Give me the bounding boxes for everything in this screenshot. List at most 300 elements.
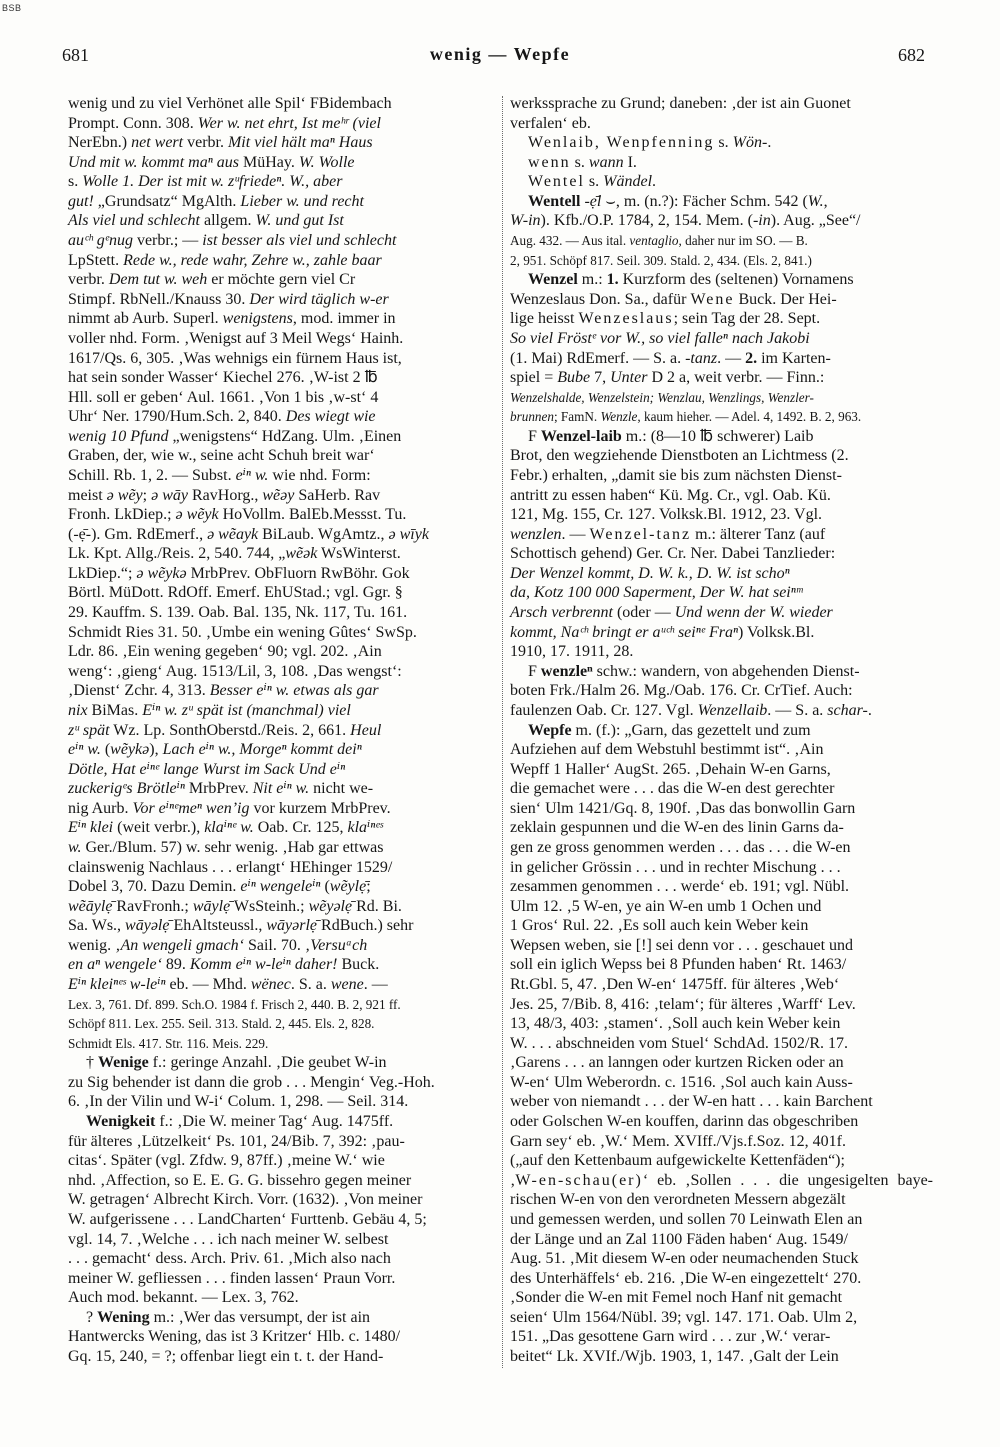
italic-run: Eⁱⁿ kleiⁿᵉˢ w-leⁱⁿ: [68, 976, 166, 994]
text-run: s.: [570, 153, 589, 171]
text-run: m.: älterer Tanz (auf: [691, 525, 826, 543]
text-line: [68, 1308, 496, 1328]
text-line: [68, 407, 496, 427]
line-content: [510, 565, 790, 582]
text-run: ,: [823, 192, 828, 210]
italic-run: zuckerigᵉs Brötleⁱⁿ: [68, 780, 185, 798]
line-content: zeklain gespunnen und die W-en des linin Garns da-: [510, 819, 844, 837]
italic-run: wāylẹ̄: [192, 897, 231, 915]
line-content: [68, 917, 413, 934]
italic-run: wẽəy: [262, 486, 295, 504]
line-content: 1 Gros‘ Rul. 22. ‚Es soll auch kein Weber kein: [510, 917, 809, 935]
text-line: [68, 1014, 496, 1034]
text-run: 89.: [161, 956, 190, 974]
italic-run: Wändel: [603, 173, 653, 191]
text-run: . —: [561, 525, 590, 543]
text-line: [510, 1308, 933, 1328]
headword: 2.: [745, 349, 758, 367]
text-run: Buck. Der Hei-: [734, 290, 837, 308]
text-run: EhAltsteussl.,: [169, 917, 267, 935]
text-line: [68, 603, 496, 623]
italic-run: wenig 10 Pfund: [68, 427, 169, 445]
text-run: vor kurzem MrbPrev.: [249, 799, 391, 817]
line-content: [68, 682, 379, 699]
text-run: nig Aurb.: [68, 799, 133, 817]
line-content: 6. ‚In der Vilin und W-i‘ Colum. 1, 298. — Seil. 314.: [68, 1093, 409, 1111]
text-run: f.: geringe Anzahl. ‚Die geubet W-in: [148, 1054, 387, 1072]
italic-run: ə wẽyk: [175, 506, 219, 524]
line-content: [68, 819, 383, 836]
text-run: ;: [142, 486, 152, 504]
text-line: [68, 583, 496, 603]
italic-run: Wön-: [732, 134, 768, 152]
line-content: W. . . . abschneiden vom Stuel‘ SchdAd. 1502/R. 17.: [510, 1034, 849, 1052]
line-content: . . . gemacht‘ dess. Arch. Priv. 61. ‚Mich also nach: [68, 1250, 391, 1268]
text-line: [68, 779, 496, 799]
italic-run: Bube: [557, 369, 591, 387]
text-run: Prompt. Conn. 308.: [68, 114, 198, 132]
text-line: [510, 94, 933, 114]
line-content: [510, 604, 833, 621]
page-number-right: 682: [898, 45, 925, 65]
text-run: ; FamN.: [553, 409, 601, 425]
spaced-run: Wene: [690, 290, 735, 308]
line-content: Wepsen weben, sie [!] sei denn vor . . . geschauet und: [510, 936, 854, 954]
library-stamp: BSB: [2, 3, 22, 13]
text-line: [68, 955, 496, 975]
italic-run: -ẹ̄l: [584, 192, 602, 210]
headword: Wening: [97, 1308, 150, 1326]
line-content: ‚Sonder die W-en mit Femel noch Hanf nit gemacht: [510, 1289, 843, 1307]
line-content: [510, 526, 825, 543]
text-line: [68, 329, 496, 349]
text-run: BiMas.: [87, 701, 143, 719]
line-content: [528, 193, 828, 210]
text-run: er möchte gern viel Cr: [207, 271, 356, 289]
italic-run: Wenzle: [600, 409, 638, 425]
line-content: antritt zu essen haben“ Kü. Mg. Cr., vgl. Oab. Kü.: [510, 486, 831, 504]
text-run: RavHorg.,: [187, 486, 263, 504]
italic-run: wāyəlẹ̄: [125, 917, 170, 935]
text-run: schw.: wandern, von abgehenden Dienst-: [592, 662, 860, 680]
text-line: [68, 623, 496, 643]
text-run: ) Volksk.Bl.: [738, 623, 815, 641]
italic-run: ə wāy: [151, 486, 188, 504]
column-left: [68, 94, 496, 1367]
text-run: . — S. a.: [767, 701, 828, 719]
italic-run: w.: [68, 838, 82, 856]
text-line: [510, 583, 933, 603]
line-content: soll ein iglich Wepss bei 8 Pfunden haben‘ Rt. 1463/: [510, 956, 847, 974]
text-run: Ger./Blum. 57) w. sehr wenig. ‚Hab gar ettwas: [81, 838, 384, 856]
line-content: [528, 154, 637, 171]
text-line: [68, 290, 496, 310]
text-line: [68, 270, 496, 290]
text-line: [68, 368, 496, 388]
text-run: wie nhd. Form:: [268, 466, 371, 484]
text-line: [510, 1347, 933, 1367]
text-run: allgem.: [199, 212, 256, 230]
italic-run: Lach eⁱⁿ w., Morgeⁿ kommt deiⁿ: [162, 741, 362, 759]
italic-run: Und mit w. kommt maⁿ aus: [68, 153, 239, 171]
italic-run: wann: [588, 153, 624, 171]
text-run: meist: [68, 486, 107, 504]
italic-run: Dötle, Hat eⁱⁿᵉ lange Wurst im Sack Und eⁱⁿ: [68, 760, 346, 778]
line-content: Ulm 12. ‚5 W-en, ye ain W-en umb 1 Ochen und: [510, 897, 822, 915]
headword: Wepfe: [528, 721, 572, 739]
text-line: [510, 231, 933, 251]
text-line: [68, 1210, 496, 1230]
text-line: [510, 407, 933, 427]
text-line: [510, 779, 933, 799]
text-run: Wz. Lp. SonthOberstd./Reis. 2, 661.: [109, 721, 351, 739]
text-run: ),: [149, 741, 163, 759]
text-run: Rd. Bi.: [352, 897, 402, 915]
text-line: [68, 1092, 496, 1112]
text-run: WsWinterst.: [317, 545, 401, 563]
headword: Wenzel: [528, 271, 578, 289]
italic-run: eⁱⁿ w.: [68, 741, 101, 759]
text-line: [510, 955, 933, 975]
text-line: [510, 466, 933, 486]
text-line: [510, 1269, 933, 1289]
line-content: [68, 526, 429, 543]
spaced-run: Wenlaib, Wenpfenning: [528, 134, 715, 152]
line-content: [510, 702, 872, 719]
line-content: [510, 233, 808, 248]
headword: Wenigkeit: [86, 1113, 156, 1131]
line-content: hat sein sonder Wasser‘ Kiechel 276. ‚W-ist 2 ℔: [68, 369, 378, 387]
text-line: [510, 1073, 933, 1093]
line-content: [510, 291, 837, 308]
line-content: rischen W-en von den verordneten Messern abgezält: [510, 1191, 846, 1209]
line-content: [510, 212, 860, 229]
text-run: MrbPrev.: [184, 780, 253, 798]
italic-run: wenzlen: [510, 525, 562, 543]
spaced-run: wenn: [528, 153, 571, 171]
line-content: der Länge und an Zal 1100 Fäden haben‘ Aug. 1549/: [510, 1230, 848, 1248]
line-content: boten Frk./Halm 26. Mg./Oab. 176. Cr. CrTief. Auch:: [510, 682, 853, 700]
line-content: Aufziehen auf dem Webstuhl bestimmt ist“. ‚Ain: [510, 741, 824, 759]
text-line: [68, 192, 496, 212]
text-line: [510, 1112, 933, 1132]
line-content: [68, 898, 402, 915]
line-content: [528, 173, 656, 190]
text-line: [68, 858, 496, 878]
text-line: [510, 486, 933, 506]
line-content: [68, 428, 401, 445]
line-content: Hll. soll er geben‘ Aul. 1661. ‚Von 1 bis ‚w-st‘ 4: [68, 388, 379, 406]
text-run: (1. Mai) RdEmerf. — S. a.: [510, 349, 686, 367]
text-run: nimmt ab Aurb. Superl.: [68, 310, 223, 328]
text-line: [68, 427, 496, 447]
line-content: 29. Kauffm. S. 139. Oab. Bal. 135, Nk. 117, Tu. 161.: [68, 604, 408, 622]
text-run: ‚Dienst‘ Zchr. 4, 313.: [68, 682, 210, 700]
text-line: [68, 505, 496, 525]
text-run: m.: ‚Wer das versumpt, der ist ain: [149, 1308, 371, 1326]
text-run: faulenzen Oab. Cr. 127. Vgl.: [510, 701, 698, 719]
text-line: [510, 995, 933, 1015]
text-line: [68, 251, 496, 271]
line-content: [510, 350, 831, 367]
italic-run: W. Wolle: [298, 153, 355, 171]
line-content: [86, 1113, 393, 1130]
text-run: ). Kfb./O.P. 1784, 2, 154. Mem. (: [540, 212, 753, 230]
text-line: [510, 153, 933, 173]
line-content: Wepff 1 Haller‘ AugSt. 265. ‚Dehain W-en Garns,: [510, 760, 831, 778]
text-line: [68, 309, 496, 329]
text-run: ‚: [510, 1171, 516, 1189]
text-line: [68, 1171, 496, 1191]
text-run: Sa. Ws.,: [68, 917, 126, 935]
text-line: [68, 662, 496, 682]
line-content: [68, 154, 355, 171]
text-line: [68, 838, 496, 858]
text-line: [510, 251, 933, 271]
text-line: [510, 760, 933, 780]
text-line: [68, 1269, 496, 1289]
text-line: [68, 1288, 496, 1308]
italic-run: ‚An wengeli gmach‘: [115, 936, 244, 954]
text-line: [510, 623, 933, 643]
line-content: [528, 428, 814, 445]
text-line: [510, 309, 933, 329]
text-run: F: [528, 427, 541, 445]
text-run: HoVollm. BalEb.Messst. Tu.: [218, 506, 407, 524]
text-run: RdBuch.) sehr: [317, 917, 414, 935]
line-content: 151. „Das gesottene Garn wird . . . zur ‚W.‘ verar-: [510, 1328, 831, 1346]
text-run: ‘ eb. ‚Sollen . . . die ungesigelten baye-: [642, 1171, 933, 1189]
italic-run: Unter: [610, 369, 648, 387]
text-line: [510, 642, 933, 662]
line-content: [528, 271, 854, 288]
text-run: RavFronh.;: [112, 897, 193, 915]
text-line: [68, 721, 496, 741]
text-line: [68, 388, 496, 408]
text-line: [68, 936, 496, 956]
italic-run: zᵘ spät: [68, 721, 110, 739]
italic-run: wene: [330, 976, 364, 994]
text-line: [68, 1190, 496, 1210]
italic-run: brunnen: [510, 409, 554, 425]
text-line: [68, 1347, 496, 1367]
line-content: Garn sey‘ eb. ‚W.‘ Mem. XVIff./Vjs.f.Soz. 12, 401f.: [510, 1132, 846, 1150]
text-line: [68, 1034, 496, 1054]
line-content: [68, 252, 382, 269]
text-run: Lk. Kpt. Allg./Reis. 2, 540. 744, „: [68, 545, 286, 563]
text-run: m. (f.): „Garn, das gezettelt und zum: [571, 721, 811, 739]
text-line: [68, 760, 496, 780]
text-line: [510, 525, 933, 545]
line-content: [528, 722, 811, 739]
line-content: Febr.) erhalten, „damit sie bis zum nächsten Dienst-: [510, 466, 842, 484]
text-line: [510, 740, 933, 760]
line-content: [68, 878, 371, 895]
text-line: [510, 388, 933, 408]
spaced-run: Wenzel-tanz: [589, 525, 692, 543]
text-line: [68, 1151, 496, 1171]
line-content: [510, 390, 814, 405]
text-run: f.: ‚Die W. meiner Tag‘ Aug. 1475ff.: [155, 1113, 394, 1131]
line-content: [68, 467, 371, 484]
italic-run: Der Wenzel kommt, D. W. k., D. W. ist schoⁿ: [510, 564, 790, 582]
line-content: W-en‘ Ulm Weberordn. c. 1516. ‚Sol auch kain Auss-: [510, 1073, 853, 1091]
text-run: Schill. Rb. 1, 2. — Subst.: [68, 466, 236, 484]
text-run: .: [867, 701, 872, 719]
text-line: [510, 897, 933, 917]
text-line: [68, 349, 496, 369]
line-content: sien‘ Ulm 1421/Gq. 8, 190f. ‚Das das bonwollin Garn: [510, 799, 856, 817]
line-content: Börtl. MüDott. RdOff. Emerf. EhUStad.; vgl. Ggr. §: [68, 584, 403, 602]
text-run: s.: [68, 173, 83, 191]
line-content: voller nhd. Form. ‚Wenigst auf 3 Meil Wegs‘ Hainh.: [68, 329, 404, 347]
line-content: [68, 956, 379, 973]
italic-run: Eⁱⁿ w. zᵘ spät ist (manchmal) viel: [142, 701, 351, 719]
italic-run: wënec: [250, 976, 291, 994]
line-content: Auch mod. bekannt. — Lex. 3, 762.: [68, 1289, 299, 1307]
text-line: [68, 975, 496, 995]
italic-run: Besser eⁱⁿ w. etwas als gar: [209, 682, 379, 700]
line-content: seien‘ Ulm 1564/Nübl. 39; vgl. 147. 171. Oab. Ulm 2,: [510, 1308, 858, 1326]
text-line: [510, 838, 933, 858]
text-run: Wenzeslaus Don. Sa., dafür: [510, 290, 691, 308]
text-line: [68, 995, 496, 1015]
italic-run: Als viel und schlecht: [68, 212, 200, 230]
line-content: [68, 310, 396, 327]
text-line: [510, 1034, 933, 1054]
text-line: [510, 564, 933, 584]
line-content: W. aufgerissene . . . LandCharten‘ Furttenb. Gebäu 4, 5;: [68, 1210, 427, 1228]
italic-run: ə wẽayk: [207, 525, 259, 543]
text-line: [510, 1171, 933, 1191]
text-line: [68, 211, 496, 231]
text-run: Uhr‘ Ner. 1790/Hum.Sch. 2, 840.: [68, 408, 286, 426]
text-run: „Grundsatz“ MgAlth.: [93, 192, 241, 210]
text-run: .: [767, 134, 772, 152]
italic-run: Dem tut w. weh: [108, 271, 208, 289]
text-run: , mod. immer in: [292, 310, 396, 328]
text-run: spiel =: [510, 369, 558, 387]
text-run: . S. a.: [290, 976, 331, 994]
text-line: [68, 681, 496, 701]
line-content: [68, 193, 364, 210]
text-run: Sail. 70.: [243, 936, 305, 954]
text-line: [510, 1014, 933, 1034]
text-line: [68, 172, 496, 192]
italic-run: Wenzelshalde, Wenzelstein; Wenzlau, Wenzlings, Wenzler-: [510, 389, 814, 405]
line-content: Schmidt Els. 417. Str. 116. Meis. 229.: [68, 1035, 269, 1051]
italic-run: ist besser als viel und schlecht: [202, 232, 397, 250]
text-run: Fronh. LkDiep.;: [68, 506, 176, 524]
line-content: Schottisch gehend) Ger. Cr. Ner. Dabei Tanzlieder:: [510, 545, 836, 563]
italic-run: Lieber w. und recht: [240, 192, 364, 210]
text-run: BiLaub. WgAmtz.,: [258, 525, 389, 543]
italic-run: kommt, Naᶜʰ bringt er aᵘᶜʰ seiⁿᵉ Fraⁿ: [510, 623, 738, 641]
text-line: [68, 1230, 496, 1250]
text-line: [68, 153, 496, 173]
text-line: [68, 114, 496, 134]
text-line: [68, 1073, 496, 1093]
text-run: (-ẹ̄-). Gm. RdEmerf.,: [68, 525, 208, 543]
italic-run: Eⁱⁿ klei: [68, 819, 114, 837]
line-content: [528, 663, 860, 680]
text-run: SaHerb. Rav: [294, 486, 381, 504]
line-content: [510, 310, 820, 327]
line-content: meiner W. gefliessen . . . finden lassen‘ Praun Vorr.: [68, 1269, 396, 1287]
line-content: weber von niemandt . . . der W-en hatt . . . kain Barchent: [510, 1093, 873, 1111]
text-run: (: [320, 878, 330, 896]
text-run: LpStett.: [68, 251, 124, 269]
line-content: die gemachet were . . . das die W-en dest gerechter: [510, 780, 835, 798]
text-line: [68, 799, 496, 819]
line-content: Gq. 15, 240, = ?; offenbar liegt ein t. t. der Hand-: [68, 1348, 384, 1365]
text-line: [510, 701, 933, 721]
italic-run: wẽykə: [110, 741, 150, 759]
text-line: [510, 211, 933, 231]
italic-run: da, Kotz 100 000 Saperment, Der W. hat seiⁿᵐ: [510, 584, 803, 602]
text-run: m.: (8—10 ℔ schwerer) Laib: [621, 427, 814, 445]
line-content: [68, 800, 391, 817]
text-run: verbr.: [68, 271, 109, 289]
line-content: 1617/Qs. 6, 305. ‚Was wehnigs ein fürnem Haus ist,: [68, 349, 402, 367]
line-content: verfalen‘ eb.: [510, 114, 591, 132]
line-content: [68, 780, 373, 797]
text-line: [68, 1112, 496, 1132]
text-run: . —: [717, 349, 746, 367]
text-run: (oder —: [612, 604, 675, 622]
text-line: [510, 975, 933, 995]
text-run: lige heisst: [510, 310, 579, 328]
text-line: [510, 172, 933, 192]
text-line: [68, 486, 496, 506]
italic-run: ə wẽykə: [136, 564, 187, 582]
italic-run: ə wīyk: [388, 525, 429, 543]
italic-run: wẽylẹ̄: [329, 878, 367, 896]
headword: Wentell: [528, 192, 581, 210]
italic-run: nix: [68, 701, 88, 719]
line-content: Rt.Gbl. 5, 47. ‚Den W-en‘ 1475ff. für älteres ‚Web‘: [510, 976, 840, 994]
line-content: 13, 48/3, 403: ‚stamen‘. ‚Soll auch kein Weber kein: [510, 1015, 841, 1033]
text-run: I.: [623, 153, 637, 171]
text-line: [510, 192, 933, 212]
line-content: weng‘: ‚gieng‘ Aug. 1513/Lil, 3, 108. ‚Das wengst‘:: [68, 662, 402, 680]
text-run: „wenigstens“ HdZang. Ulm. ‚Einen: [168, 427, 402, 445]
text-line: [510, 1230, 933, 1250]
italic-run: ventaglio: [629, 233, 679, 249]
text-line: [510, 1210, 933, 1230]
text-run: (weit verbr.),: [113, 819, 205, 837]
italic-run: -in: [752, 212, 771, 230]
text-line: [510, 603, 933, 623]
text-line: [510, 427, 933, 447]
line-content: [68, 134, 373, 151]
headword: Wenige: [98, 1054, 149, 1072]
line-content: zu Sig behender ist dann die grob . . . Mengin‘ Veg.-Hoh.: [68, 1073, 435, 1091]
italic-run: W. und gut Ist: [255, 212, 344, 230]
text-run: ?: [86, 1308, 98, 1326]
line-content: [68, 291, 389, 308]
italic-run: eⁱⁿ w.: [235, 466, 269, 484]
line-content: Brot, den wegziehende Dienstboten an Lichtmess (2.: [510, 447, 849, 465]
text-line: [510, 1092, 933, 1112]
text-run: Dobel 3, 70. Dazu Demin.: [68, 878, 241, 896]
italic-run: Vor eⁱⁿᵉmeⁿ wen’ig: [132, 799, 250, 817]
text-line: [510, 662, 933, 682]
italic-run: W-in: [510, 212, 541, 230]
text-line: [68, 740, 496, 760]
headword: 1.: [606, 271, 619, 289]
line-content: für älteres ‚Lützelkeit‘ Ps. 101, 24/Bib. 7, 392: ‚pau-: [68, 1132, 405, 1150]
